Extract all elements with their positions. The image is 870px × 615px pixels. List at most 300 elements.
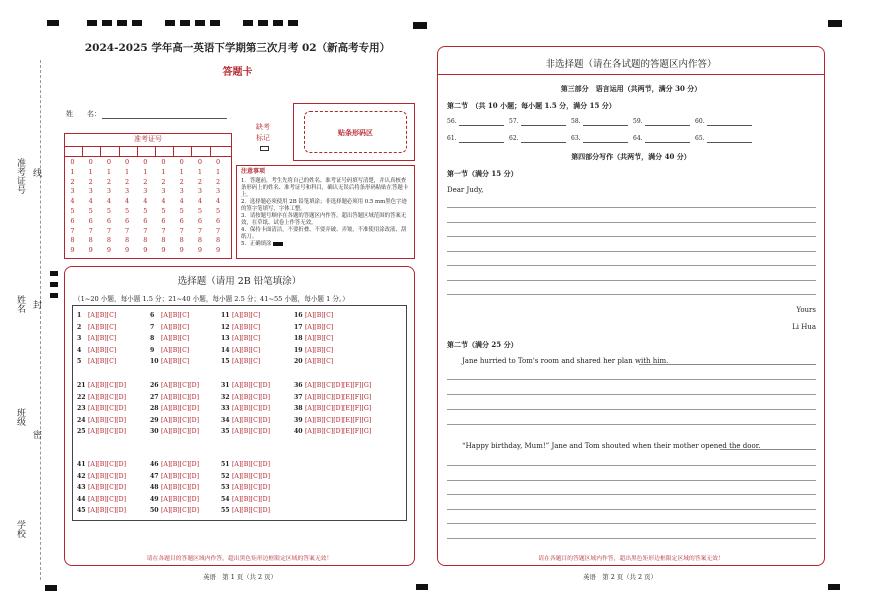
exam-no-digit[interactable]: 3 (179, 187, 184, 196)
exam-no-digit[interactable]: 3 (88, 187, 93, 196)
exam-no-digit[interactable]: 3 (216, 187, 221, 196)
exam-no-digit[interactable]: 6 (106, 216, 111, 225)
choice-question[interactable] (221, 417, 270, 425)
blank-number: 57. (509, 118, 519, 125)
exam-no-digit[interactable]: 8 (216, 236, 221, 245)
question-number: 52 (221, 472, 230, 480)
writing2-heading: 第二节（满分 25 分） (447, 340, 518, 349)
paragraph2-prompt: “Happy birthday, Mum!” Jane and Tom shouted when their mother opened the door. (462, 442, 761, 450)
exam-no-digit[interactable]: 5 (70, 206, 75, 215)
exam-no-digit[interactable]: 5 (125, 206, 130, 215)
choice-question[interactable] (77, 335, 116, 343)
register-mark (50, 271, 58, 276)
exam-no-digit[interactable]: 5 (143, 206, 148, 215)
choice-question[interactable] (294, 394, 371, 402)
side-label-secret: 密 (31, 430, 41, 439)
choice-question[interactable] (150, 473, 199, 481)
exam-no-digit[interactable]: 6 (88, 216, 93, 225)
choice-question[interactable] (150, 405, 199, 413)
blank-line[interactable] (459, 125, 504, 126)
absent-checkbox[interactable] (260, 146, 269, 151)
paragraph1-prompt-line[interactable] (639, 364, 816, 365)
answer-options[interactable]: [A][B][C] (161, 312, 190, 319)
answer-options[interactable]: [A][B][C] (161, 335, 190, 343)
exam-no-digit[interactable]: 7 (179, 226, 184, 235)
exam-no-digit[interactable]: 5 (179, 206, 184, 215)
answer-options[interactable]: [A][B][C] (161, 358, 190, 366)
answer-options[interactable]: [A][B][C][D] (88, 472, 127, 480)
exam-no-digit[interactable]: 6 (125, 216, 130, 225)
blank-line[interactable] (583, 125, 628, 126)
exam-no-column (104, 158, 113, 256)
part3-heading: 第三部分 语言运用（共两节，满分 30 分） (560, 84, 702, 93)
question-number: 44 (77, 495, 86, 503)
choice-question[interactable] (221, 405, 270, 413)
exam-no-col-divider (191, 146, 192, 156)
choice-question[interactable] (150, 484, 199, 492)
writing-line[interactable] (447, 251, 816, 252)
question-number: 50 (150, 507, 159, 515)
answer-options[interactable]: [A][B][C][D][E][F][G] (305, 405, 372, 413)
side-label-school: 学校 (15, 520, 25, 538)
exam-no-digit[interactable]: 0 (70, 158, 75, 166)
blank-line[interactable] (583, 142, 628, 143)
writing-line[interactable] (447, 465, 816, 466)
exam-no-digit[interactable]: 5 (161, 206, 166, 215)
choice-question[interactable] (150, 461, 199, 469)
exam-no-digit[interactable]: 0 (197, 158, 202, 166)
section2-heading: 第二节 （共 10 小题；每小题 1.5 分，满分 15 分） (447, 101, 616, 110)
exam-no-digit[interactable]: 8 (179, 236, 184, 245)
answer-options[interactable]: [A][B][C] (232, 312, 261, 319)
register-mark (828, 20, 842, 27)
writing-line[interactable] (447, 294, 816, 295)
blank-number: 63. (571, 135, 581, 142)
exam-no-digit[interactable]: 7 (197, 226, 202, 235)
answer-options[interactable]: [A][B][C][D] (232, 495, 271, 503)
exam-no-digit[interactable]: 4 (216, 197, 221, 206)
right-title-divider (437, 74, 825, 75)
exam-no-digit[interactable]: 8 (125, 236, 130, 245)
answer-options[interactable]: [A][B][C][D] (88, 416, 127, 424)
blank-line[interactable] (521, 125, 566, 126)
choice-question[interactable] (77, 394, 126, 402)
answer-options[interactable]: [A][B][C][D] (88, 495, 127, 503)
answer-options[interactable]: [A][B][C] (305, 323, 334, 331)
blank-line[interactable] (645, 142, 690, 143)
exam-no-column (141, 158, 150, 256)
exam-no-digit[interactable]: 6 (143, 216, 148, 225)
exam-no-digit[interactable]: 9 (197, 246, 202, 255)
choice-question[interactable] (150, 347, 189, 355)
question-number: 39 (294, 416, 303, 424)
exam-no-digit[interactable]: 8 (161, 236, 166, 245)
register-mark (47, 20, 59, 26)
exam-no-digit[interactable]: 9 (125, 246, 130, 255)
exam-no-col-divider (100, 146, 101, 156)
choice-question[interactable] (150, 358, 189, 366)
question-number: 5 (77, 358, 82, 366)
choice-question[interactable] (221, 335, 260, 343)
answer-options[interactable]: [A][B][C][D] (161, 416, 200, 424)
answer-options[interactable]: [A][B][C][D] (161, 393, 200, 401)
answer-options[interactable]: [A][B][C][D][E][F][G] (305, 416, 372, 424)
writing-line[interactable] (447, 379, 816, 380)
exam-no-digit[interactable]: 3 (161, 187, 166, 196)
exam-no-digit[interactable]: 9 (70, 246, 75, 255)
choice-question[interactable] (150, 428, 199, 436)
question-number: 34 (221, 416, 230, 424)
choice-question[interactable] (77, 347, 116, 355)
answer-options[interactable]: [A][B][C] (305, 346, 334, 354)
exam-no-digit[interactable]: 2 (70, 177, 75, 186)
exam-no-digit[interactable]: 9 (143, 246, 148, 255)
register-mark (117, 20, 127, 26)
answer-options[interactable]: [A][B][C][D] (88, 484, 127, 492)
choice-question[interactable] (150, 417, 199, 425)
answer-options[interactable]: [A][B][C][D] (88, 393, 127, 401)
exam-no-digit[interactable]: 7 (88, 226, 93, 235)
choice-question[interactable] (150, 394, 199, 402)
paragraph1-prompt: Jane hurried to Tom's room and shared her plan with him. (462, 357, 669, 365)
choice-question[interactable] (77, 496, 126, 504)
exam-no-digit[interactable]: 5 (88, 206, 93, 215)
answer-options[interactable]: [A][B][C] (88, 346, 117, 354)
blank-number: 61. (447, 135, 457, 142)
choice-question[interactable] (221, 358, 260, 366)
choice-question[interactable] (221, 394, 270, 402)
answer-options[interactable]: [A][B][C][D][E][F][G] (305, 428, 372, 436)
question-number: 17 (294, 323, 303, 331)
register-mark (132, 20, 142, 26)
blank-line[interactable] (707, 142, 752, 143)
answer-options[interactable]: [A][B][C][D][E][F][G] (305, 382, 372, 389)
exam-no-digit[interactable]: 3 (125, 187, 130, 196)
choice-question[interactable] (150, 312, 189, 320)
exam-no-digit[interactable]: 6 (216, 216, 221, 225)
exam-no-digit[interactable]: 1 (88, 167, 93, 176)
choice-question[interactable] (150, 335, 189, 343)
choice-question[interactable] (77, 428, 126, 436)
choice-question[interactable] (221, 484, 270, 492)
exam-no-digit[interactable]: 6 (197, 216, 202, 225)
writing-line[interactable] (447, 538, 816, 539)
answer-options[interactable]: [A][B][C][D] (88, 382, 127, 389)
choice-question[interactable] (77, 473, 126, 481)
blank-line[interactable] (459, 142, 504, 143)
exam-no-divider (64, 146, 232, 147)
writing-line[interactable] (447, 494, 816, 495)
exam-no-digit[interactable]: 8 (106, 236, 111, 245)
answer-options[interactable]: [A][B][C][D] (161, 405, 200, 413)
question-number: 21 (77, 382, 86, 389)
exam-no-digit[interactable]: 5 (216, 206, 221, 215)
absent-label-2: 标记 (256, 134, 270, 142)
exam-no-digit[interactable]: 6 (179, 216, 184, 225)
writing-line[interactable] (447, 265, 816, 266)
answer-options[interactable]: [A][B][C][D] (161, 507, 200, 515)
answer-options[interactable]: [A][B][C] (161, 323, 190, 331)
exam-no-digit[interactable]: 3 (143, 187, 148, 196)
left-footer-note: 请在各题目的答题区域内作答，超出黑色矩形边框限定区域的答案无效！ (146, 556, 333, 562)
answer-options[interactable]: [A][B][C][D] (232, 484, 271, 492)
question-number: 20 (294, 358, 303, 366)
exam-no-digit[interactable]: 7 (125, 226, 130, 235)
choice-question[interactable] (294, 347, 333, 355)
writing-line[interactable] (447, 207, 816, 208)
exam-no-digit[interactable]: 1 (143, 167, 148, 176)
blank-line[interactable] (707, 125, 752, 126)
exam-no-digit[interactable]: 1 (125, 167, 130, 176)
choice-question[interactable] (150, 382, 199, 390)
exam-no-digit[interactable]: 2 (197, 177, 202, 186)
writing-line[interactable] (447, 480, 816, 481)
exam-no-digit[interactable]: 7 (216, 226, 221, 235)
choice-question[interactable] (77, 312, 116, 320)
exam-no-digit[interactable]: 3 (70, 187, 75, 196)
exam-no-digit[interactable]: 7 (143, 226, 148, 235)
exam-no-digit[interactable]: 0 (125, 158, 130, 166)
notes-list (241, 178, 411, 248)
writing-line[interactable] (447, 236, 816, 237)
answer-options[interactable]: [A][B][C][D] (161, 428, 200, 436)
answer-options[interactable]: [A][B][C][D][E][F][G] (305, 393, 372, 401)
choice-question[interactable] (77, 405, 126, 413)
exam-no-digit[interactable]: 8 (88, 236, 93, 245)
writing-line[interactable] (447, 509, 816, 510)
exam-no-digit[interactable]: 9 (216, 246, 221, 255)
name-label: 姓 名： (66, 110, 101, 118)
side-label-seal: 封 (31, 300, 41, 309)
question-number: 42 (77, 472, 86, 480)
answer-options[interactable]: [A][B][C] (88, 358, 117, 366)
answer-options[interactable]: [A][B][C][D] (161, 382, 200, 389)
exam-no-digit[interactable]: 4 (88, 197, 93, 206)
choice-question[interactable] (294, 324, 333, 332)
question-number: 3 (77, 335, 82, 343)
choice-question[interactable] (221, 461, 270, 469)
question-number: 41 (77, 461, 86, 468)
exam-no-digit[interactable]: 7 (70, 226, 75, 235)
writing-line[interactable] (447, 424, 816, 425)
answer-options[interactable]: [A][B][C] (232, 323, 261, 331)
exam-no-digit[interactable]: 4 (197, 197, 202, 206)
sheet-title: 2024-2025 学年高一英语下学期第三次月考 02（新高考专用） (84, 42, 391, 54)
writing-line[interactable] (447, 222, 816, 223)
exam-no-digit[interactable]: 4 (179, 197, 184, 206)
blank-line[interactable] (521, 142, 566, 143)
answer-options[interactable]: [A][B][C] (88, 335, 117, 343)
answer-options[interactable]: [A][B][C][D] (88, 405, 127, 413)
question-number: 24 (77, 416, 86, 424)
question-number: 23 (77, 405, 86, 413)
exam-no-column (177, 158, 186, 256)
register-mark (50, 282, 58, 287)
exam-no-digit[interactable]: 7 (106, 226, 111, 235)
exam-no-digit[interactable]: 0 (106, 158, 111, 166)
choice-question[interactable] (221, 382, 270, 390)
writing-line[interactable] (447, 394, 816, 395)
question-number: 47 (150, 472, 159, 480)
blank-number: 65. (695, 135, 705, 142)
question-number: 54 (221, 495, 230, 503)
exam-no-digit[interactable]: 8 (143, 236, 148, 245)
answer-options[interactable]: [A][B][C][D] (161, 495, 200, 503)
choice-question[interactable] (294, 405, 371, 413)
choice-question[interactable] (294, 428, 371, 436)
answer-options[interactable]: [A][B][C] (305, 312, 334, 319)
exam-no-digit[interactable]: 5 (197, 206, 202, 215)
answer-options[interactable]: [A][B][C] (305, 358, 334, 366)
register-mark (180, 20, 190, 26)
exam-no-digit[interactable]: 2 (179, 177, 184, 186)
name-field[interactable] (102, 118, 227, 119)
answer-options[interactable]: [A][B][C][D] (232, 405, 271, 413)
answer-options[interactable]: [A][B][C] (232, 358, 261, 366)
blank-number: 64. (633, 135, 643, 142)
exam-no-column (214, 158, 223, 256)
answer-options[interactable]: [A][B][C][D] (232, 416, 271, 424)
side-label-class: 班级 (15, 408, 25, 426)
paragraph2-prompt-line[interactable] (720, 449, 816, 450)
choice-question[interactable] (294, 358, 333, 366)
answer-options[interactable]: [A][B][C][D] (232, 382, 271, 389)
choice-question[interactable] (77, 461, 126, 469)
exam-no-digit[interactable]: 9 (88, 246, 93, 255)
choice-question[interactable] (150, 507, 199, 515)
question-number: 32 (221, 393, 230, 401)
answer-options[interactable]: [A][B][C][D] (161, 472, 200, 480)
exam-no-digit[interactable]: 9 (179, 246, 184, 255)
exam-no-digit[interactable]: 1 (70, 167, 75, 176)
question-number: 49 (150, 495, 159, 503)
choice-question[interactable] (294, 382, 371, 390)
choice-question[interactable] (294, 335, 333, 343)
writing-line[interactable] (447, 409, 816, 410)
question-number: 51 (221, 461, 230, 468)
choice-question[interactable] (77, 507, 126, 515)
exam-no-digit[interactable]: 6 (70, 216, 75, 225)
answer-options[interactable]: [A][B][C] (305, 335, 334, 343)
answer-options[interactable]: [A][B][C][D] (232, 461, 271, 468)
exam-no-digit[interactable]: 2 (216, 177, 221, 186)
choice-question[interactable] (221, 347, 260, 355)
choice-question[interactable] (294, 417, 371, 425)
exam-no-digit[interactable]: 1 (216, 167, 221, 176)
answer-options[interactable]: [A][B][C][D] (232, 472, 271, 480)
choice-question[interactable] (221, 496, 270, 504)
choice-question[interactable] (221, 473, 270, 481)
register-mark (165, 20, 175, 26)
question-number: 35 (221, 428, 230, 436)
exam-no-digit[interactable]: 2 (125, 177, 130, 186)
blank-line[interactable] (645, 125, 690, 126)
choice-question[interactable] (221, 324, 260, 332)
register-mark (413, 22, 427, 29)
note-item: 2．选择题必须使用 2B 铅笔填涂；非选择题必须用 0.5 mm黑色字迹的签字笔填写，字体工整。 (241, 199, 407, 212)
choice-question[interactable] (77, 358, 116, 366)
exam-no-digit[interactable]: 5 (106, 206, 111, 215)
choice-question[interactable] (77, 417, 126, 425)
answer-options[interactable]: [A][B][C][D] (161, 484, 200, 492)
exam-no-digit[interactable]: 9 (106, 246, 111, 255)
answer-options[interactable]: [A][B][C][D] (88, 507, 127, 515)
right-title: 非选择题（请在各试题的答题区内作答） (545, 59, 717, 70)
answer-options[interactable]: [A][B][C] (161, 346, 190, 354)
exam-no-digit[interactable]: 0 (88, 158, 93, 166)
exam-no-column (123, 158, 132, 256)
answer-options[interactable]: [A][B][C] (232, 335, 261, 343)
exam-no-digit[interactable]: 9 (161, 246, 166, 255)
answer-options[interactable]: [A][B][C] (88, 312, 117, 319)
register-mark (288, 20, 298, 26)
exam-no-digit[interactable]: 2 (88, 177, 93, 186)
exam-no-digit[interactable]: 4 (161, 197, 166, 206)
exam-no-digit[interactable]: 4 (143, 197, 148, 206)
notes-title: 注意事项 (241, 168, 266, 175)
answer-options[interactable]: [A][B][C][D] (88, 461, 127, 468)
exam-no-digit[interactable]: 6 (161, 216, 166, 225)
exam-no-digit[interactable]: 4 (106, 197, 111, 206)
choice-question[interactable] (221, 312, 260, 320)
question-number: 37 (294, 393, 303, 401)
exam-no-digit[interactable]: 0 (161, 158, 166, 166)
exam-no-digit[interactable]: 4 (70, 197, 75, 206)
answer-options[interactable]: [A][B][C] (232, 346, 261, 354)
choice-question[interactable] (150, 324, 189, 332)
exam-no-digit[interactable]: 1 (197, 167, 202, 176)
exam-no-digit[interactable]: 8 (197, 236, 202, 245)
writing-line[interactable] (447, 523, 816, 524)
answer-options[interactable]: [A][B][C][D] (232, 428, 271, 436)
answer-options[interactable]: [A][B][C][D] (232, 393, 271, 401)
question-number: 53 (221, 484, 230, 492)
exam-no-digit[interactable]: 3 (106, 187, 111, 196)
exam-no-col-divider (137, 146, 138, 156)
note-item: 1．答题前，考生先将自己的姓名、准考证号码填写清楚，并认真核查条形码上的姓名、准考证号和科目，确认无误后将条形码粘贴在答题卡上。 (241, 178, 409, 198)
answer-options[interactable]: [A][B][C][D] (88, 428, 127, 436)
answer-options[interactable]: [A][B][C][D] (232, 507, 271, 515)
writing-line[interactable] (447, 280, 816, 281)
question-number: 25 (77, 428, 86, 436)
exam-no-digit[interactable]: 2 (143, 177, 148, 186)
choice-question[interactable] (294, 312, 333, 320)
choice-question[interactable] (221, 428, 270, 436)
choice-question[interactable] (77, 382, 126, 390)
exam-no-digit[interactable]: 2 (161, 177, 166, 186)
exam-no-digit[interactable]: 0 (179, 158, 184, 166)
exam-no-digit[interactable]: 4 (125, 197, 130, 206)
exam-no-digit[interactable]: 1 (106, 167, 111, 176)
choice-question[interactable] (77, 484, 126, 492)
choice-instruction: （1~20 小题，每小题 1.5 分；21~40 小题，每小题 2.5 分；41~55 小题，每小题 1 分。） (74, 295, 349, 303)
exam-no-digit[interactable]: 8 (70, 236, 75, 245)
exam-no-digit[interactable]: 1 (179, 167, 184, 176)
exam-no-digit[interactable]: 7 (161, 226, 166, 235)
answer-options[interactable]: [A][B][C][D] (161, 461, 200, 468)
part4-heading: 第四部分写作（共两节，满分 40 分） (571, 152, 691, 161)
question-number: 11 (221, 312, 230, 319)
exam-no-digit[interactable]: 1 (161, 167, 166, 176)
choice-question[interactable] (150, 496, 199, 504)
exam-no-digit[interactable]: 0 (143, 158, 148, 166)
exam-no-digit[interactable]: 3 (197, 187, 202, 196)
choice-question[interactable] (221, 507, 270, 515)
choice-question[interactable] (77, 324, 116, 332)
exam-no-digit[interactable]: 0 (216, 158, 221, 166)
exam-no-digit[interactable]: 2 (106, 177, 111, 186)
answer-options[interactable]: [A][B][C] (88, 323, 117, 331)
